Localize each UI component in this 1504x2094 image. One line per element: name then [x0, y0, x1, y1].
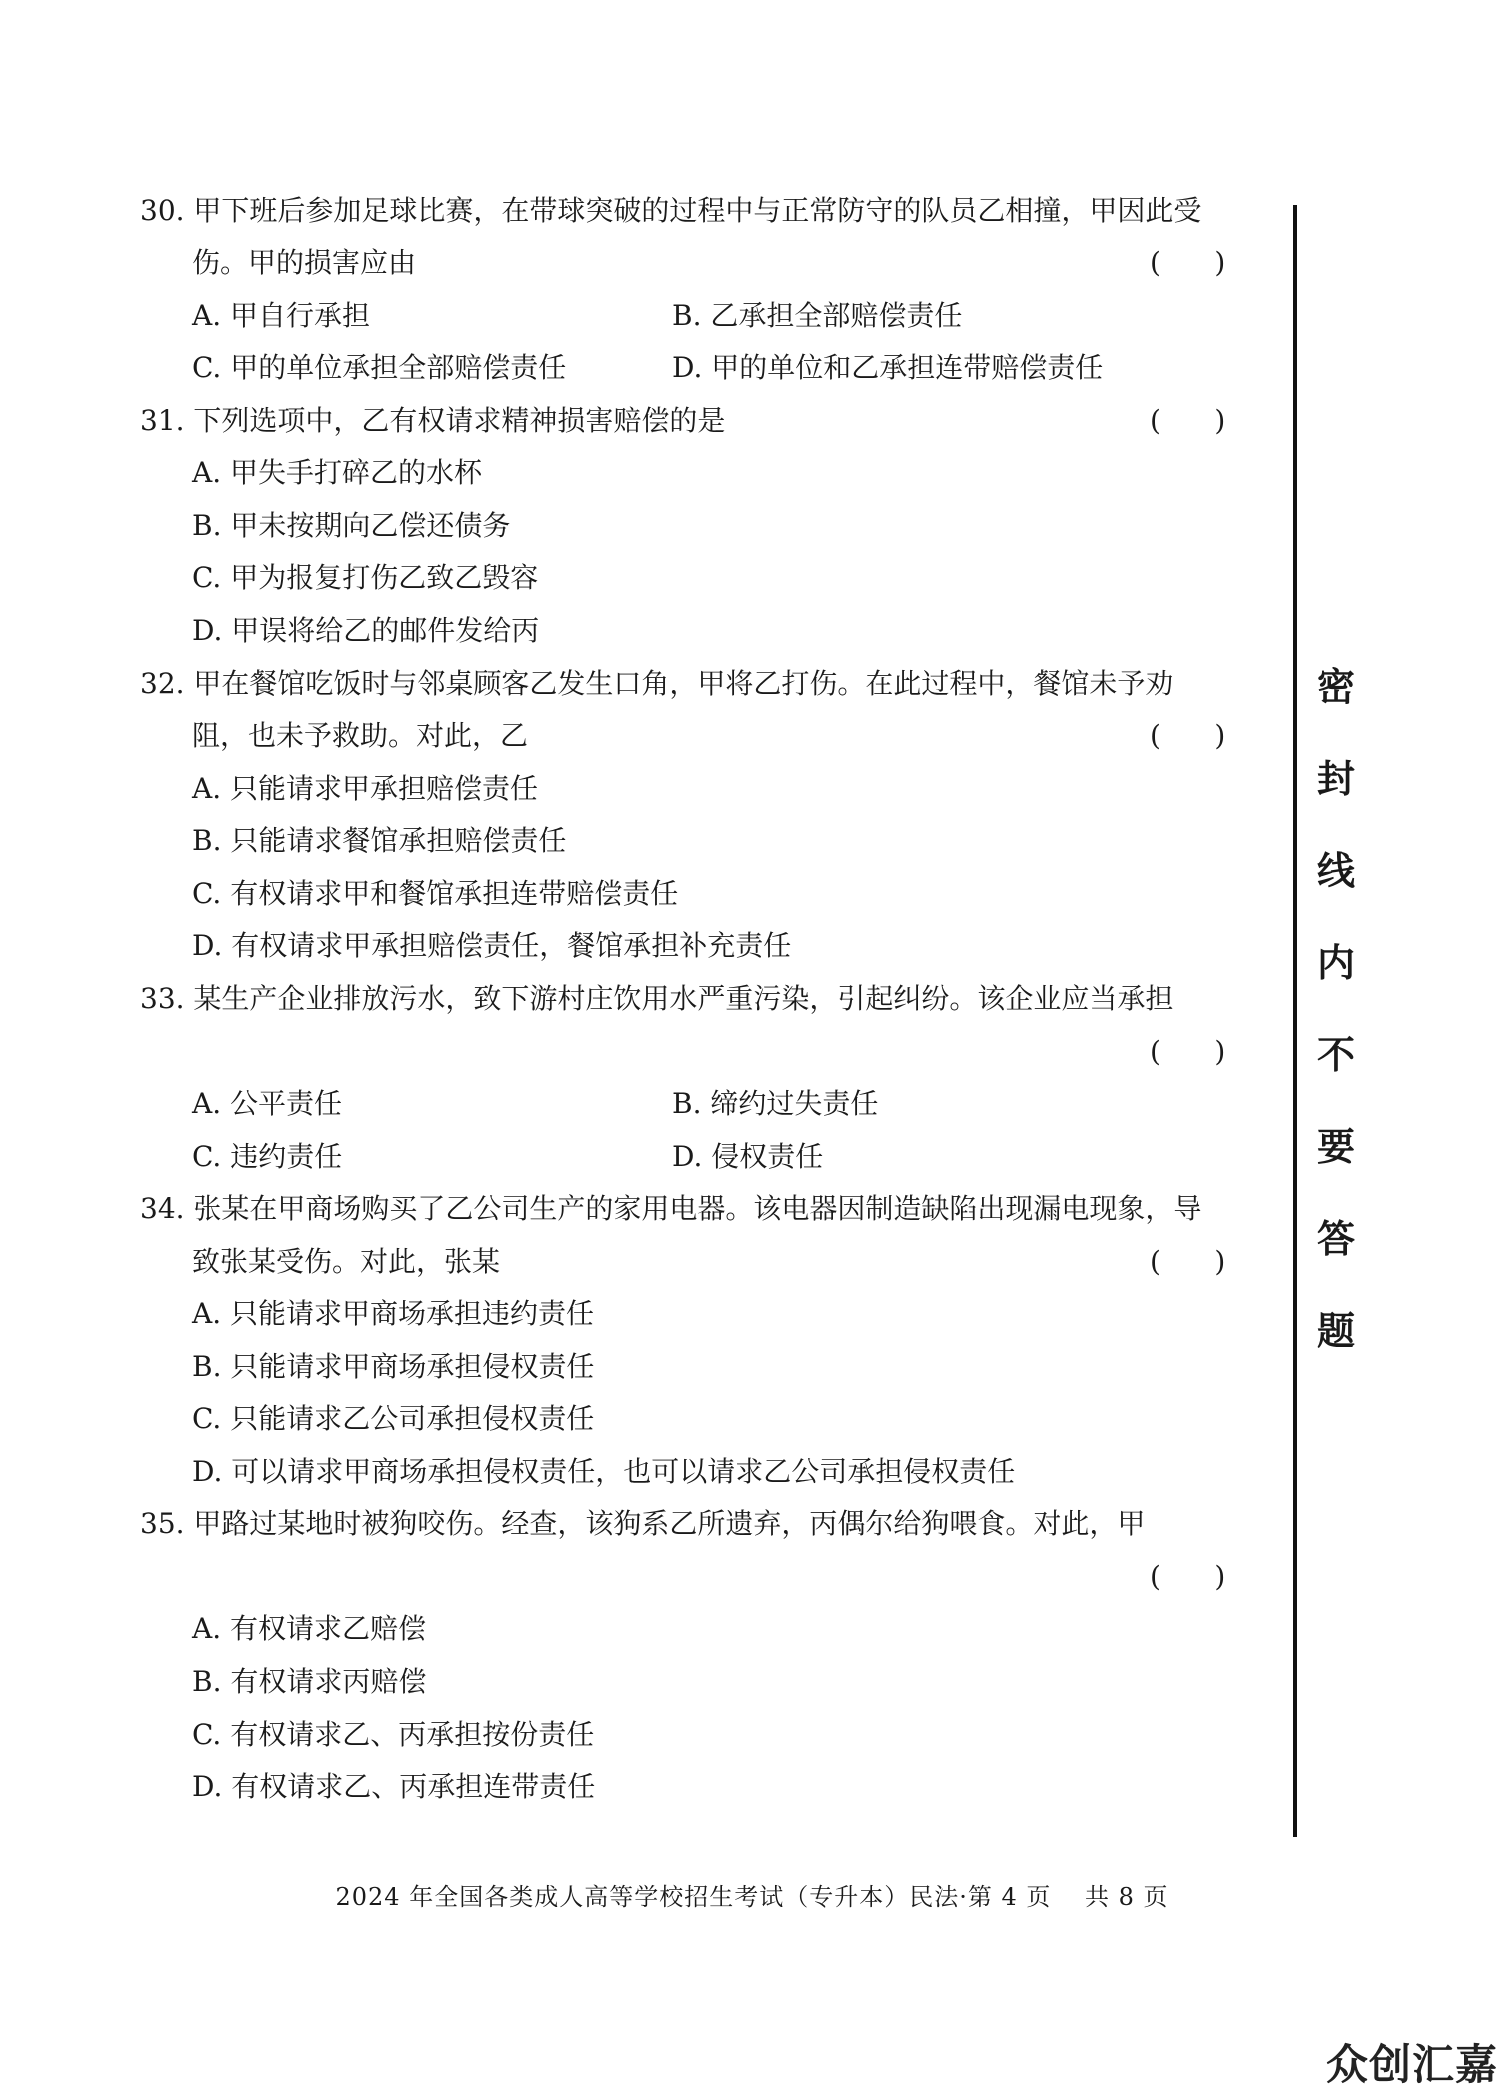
q34-option-a: A. 只能请求甲商场承担违约责任	[192, 1297, 595, 1330]
seal-char: 不	[1316, 1032, 1355, 1077]
q35-option-d: D. 有权请求乙、丙承担连带责任	[192, 1770, 596, 1803]
q32-option-a: A. 只能请求甲承担赔偿责任	[192, 772, 539, 805]
seal-char: 答	[1316, 1216, 1355, 1261]
q32-option-b: B. 只能请求餐馆承担赔偿责任	[192, 824, 567, 857]
q32-option-c: C. 有权请求甲和餐馆承担连带赔偿责任	[192, 877, 679, 910]
watermark-logo: 众创汇嘉	[1325, 2040, 1498, 2089]
q31-answer-blank[interactable]: ( )	[1150, 404, 1226, 437]
seal-char: 内	[1316, 940, 1355, 985]
seal-char: 题	[1316, 1308, 1355, 1353]
q35-option-a: A. 有权请求乙赔偿	[192, 1612, 427, 1645]
q33-answer-blank[interactable]: ( )	[1150, 1035, 1226, 1068]
q34-answer-blank[interactable]: ( )	[1150, 1245, 1226, 1278]
q30-option-d: D. 甲的单位和乙承担连带赔偿责任	[672, 351, 1104, 384]
q33-option-d: D. 侵权责任	[672, 1140, 824, 1173]
seal-char: 密	[1316, 664, 1355, 709]
q30-option-c: C. 甲的单位承担全部赔偿责任	[192, 351, 567, 384]
q31-option-d: D. 甲误将给乙的邮件发给丙	[192, 614, 540, 647]
q32-option-d: D. 有权请求甲承担赔偿责任，餐馆承担补充责任	[192, 929, 792, 962]
q30-stem-line1: 30. 甲下班后参加足球比赛，在带球突破的过程中与正常防守的队员乙相撞，甲因此受	[140, 194, 1202, 227]
q31-option-c: C. 甲为报复打伤乙致乙毁容	[192, 561, 539, 594]
q33-option-b: B. 缔约过失责任	[672, 1087, 879, 1120]
q34-option-c: C. 只能请求乙公司承担侵权责任	[192, 1402, 595, 1435]
q30-answer-blank[interactable]: ( )	[1150, 246, 1226, 279]
q30-stem-line2: 伤。甲的损害应由	[192, 246, 417, 279]
q35-option-c: C. 有权请求乙、丙承担按份责任	[192, 1718, 595, 1751]
seal-line-rule	[1293, 205, 1297, 1837]
q31-stem-line1: 31. 下列选项中，乙有权请求精神损害赔偿的是	[140, 404, 726, 437]
q35-stem-line1: 35. 甲路过某地时被狗咬伤。经查，该狗系乙所遗弃，丙偶尔给狗喂食。对此，甲	[140, 1507, 1146, 1540]
q34-option-b: B. 只能请求甲商场承担侵权责任	[192, 1350, 595, 1383]
q34-stem-line1: 34. 张某在甲商场购买了乙公司生产的家用电器。该电器因制造缺陷出现漏电现象，导	[140, 1192, 1202, 1225]
seal-char: 封	[1316, 756, 1355, 801]
q34-option-d: D. 可以请求甲商场承担侵权责任，也可以请求乙公司承担侵权责任	[192, 1455, 1016, 1488]
q30-option-b: B. 乙承担全部赔偿责任	[672, 299, 963, 332]
q33-option-c: C. 违约责任	[192, 1140, 343, 1173]
q34-stem-line2: 致张某受伤。对此，张某	[192, 1245, 501, 1278]
q33-option-a: A. 公平责任	[192, 1087, 343, 1120]
seal-char: 要	[1316, 1124, 1355, 1169]
q32-answer-blank[interactable]: ( )	[1150, 719, 1226, 752]
q30-option-a: A. 甲自行承担	[192, 299, 371, 332]
q32-stem-line2: 阻，也未予救助。对此，乙	[192, 719, 529, 752]
page-footer: 2024 年全国各类成人高等学校招生考试（专升本）民法·第 4 页 共 8 页	[335, 1883, 1169, 1911]
seal-char: 线	[1316, 848, 1355, 893]
q31-option-a: A. 甲失手打碎乙的水杯	[192, 456, 483, 489]
q35-answer-blank[interactable]: ( )	[1150, 1560, 1226, 1593]
q35-option-b: B. 有权请求丙赔偿	[192, 1665, 427, 1698]
q31-option-b: B. 甲未按期向乙偿还债务	[192, 509, 511, 542]
q33-stem-line1: 33. 某生产企业排放污水，致下游村庄饮用水严重污染，引起纠纷。该企业应当承担	[140, 982, 1174, 1015]
q32-stem-line1: 32. 甲在餐馆吃饭时与邻桌顾客乙发生口角，甲将乙打伤。在此过程中，餐馆未予劝	[140, 667, 1174, 700]
